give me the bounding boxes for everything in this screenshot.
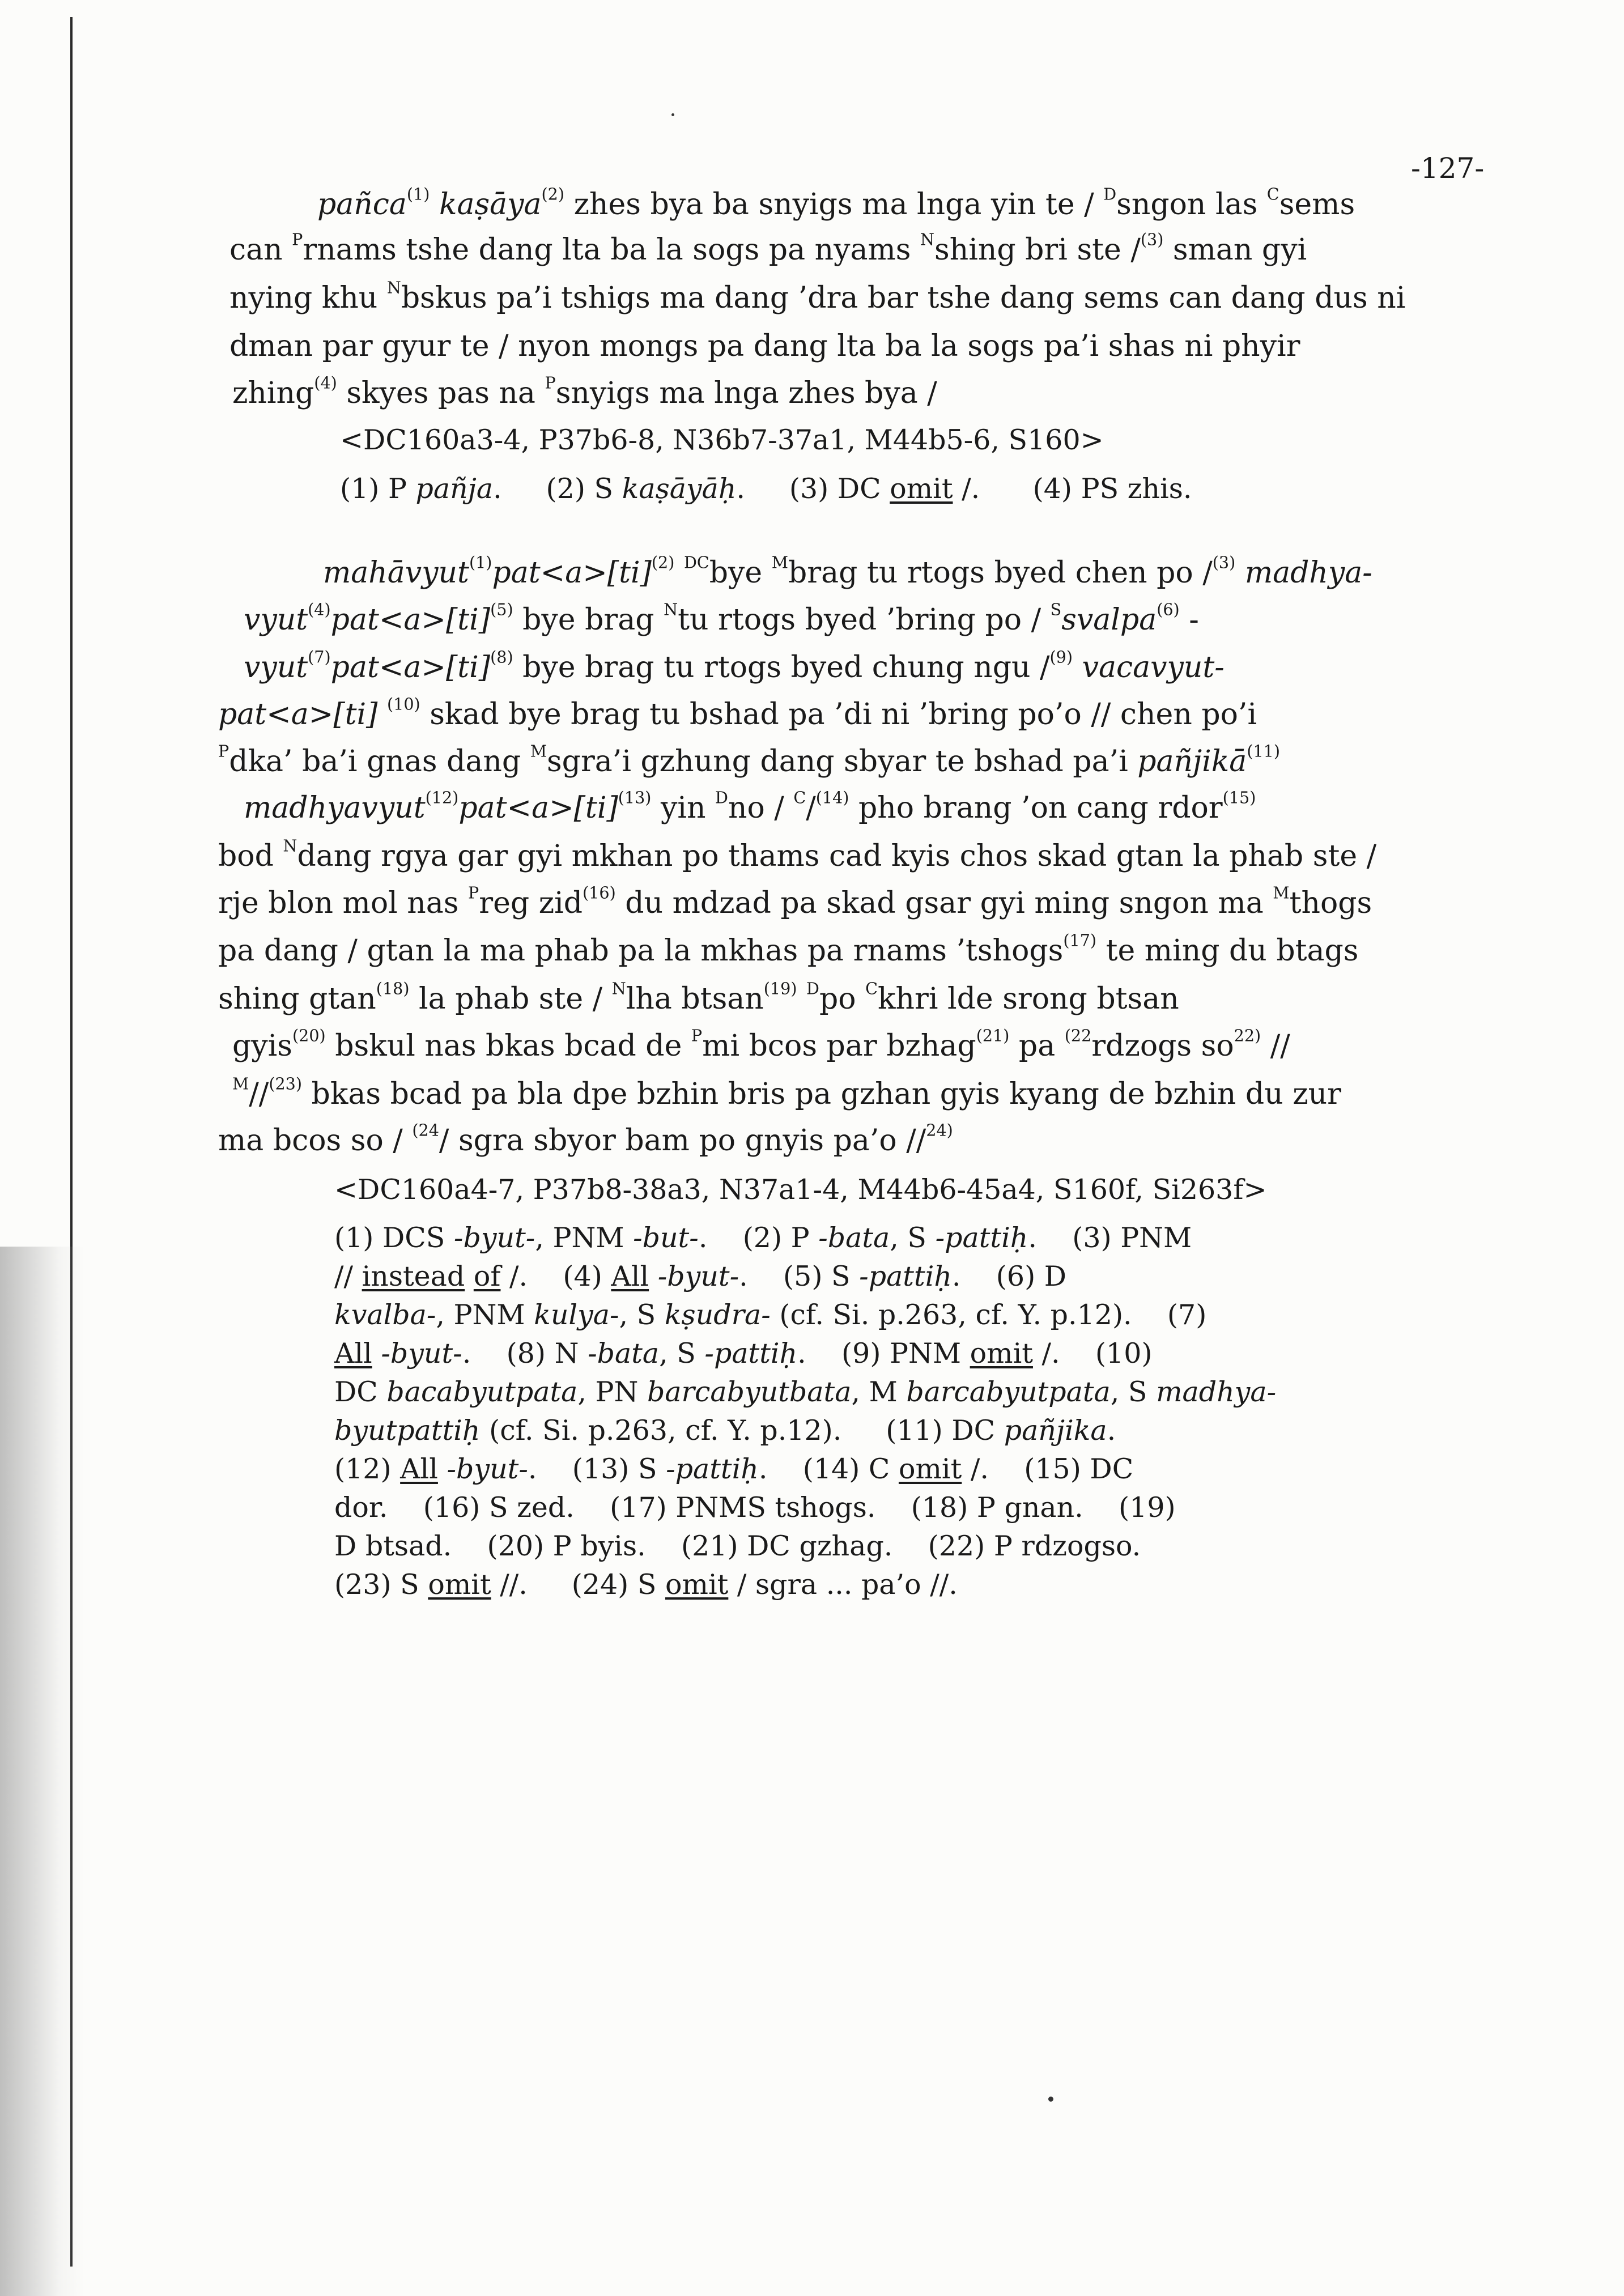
- text-line: pañca$^{(1)}$ kaṣāya$^{(2)}$ zhes bya ba snyigs ma lnga yin te / $^D$sngon las $^C$sems: [317, 184, 1355, 222]
- text-line: bod $^N$dang rgya gar gyi mkhan po thams cad kyis chos skad gtan la phab ste /: [218, 836, 1377, 873]
- footnote-line: (12) All -byut-. (13) S -pattiḥ. (14) C omit /. (15) DC: [334, 1453, 1134, 1485]
- page-number: -127-: [1411, 152, 1485, 185]
- footnote-line: D btsad. (20) P byis. (21) DC gzhag. (22) P rdzogso.: [334, 1530, 1141, 1562]
- text-line: $^M$//$^{(23)}$ bkas bcad pa bla dpe bzhin bris pa gzhan gyis kyang de bzhin du zur: [232, 1074, 1341, 1111]
- footnote-line: // instead of /. (4) All -byut-. (5) S -pattiḥ. (6) D: [334, 1260, 1067, 1292]
- source-references: <DC160a4-7, P37b8-38a3, N37a1-4, M44b6-45a4, S160f, Si263f>: [334, 1173, 1267, 1206]
- footnotes: (1) P pañja. (2) S kaṣāyāḥ. (3) DC omit /. (4) PS zhis.: [340, 473, 1192, 505]
- text-line: vyut$^{(4)}$pat<a>[ti]$^{(5)}$ bye brag $^N$tu rtogs byed ’bring po / $^S$svalpa$^{(6)}$ -: [244, 599, 1199, 637]
- text-line: mahāvyut$^{(1)}$pat<a>[ti]$^{(2)}$ $^{DC}$bye $^M$brag tu rtogs byed chen po /$^{(3)}$ madhya-: [323, 552, 1372, 590]
- footnote-line: DC bacabyutpata, PN barcabyutbata, M barcabyutpata, S madhya-: [334, 1376, 1277, 1408]
- footnote-line: (1) DCS -byut-, PNM -but-. (2) P -bata, S -pattiḥ. (3) PNM: [334, 1222, 1192, 1254]
- text-line: zhing$^{(4)}$ skyes pas na $^P$snyigs ma lnga zhes bya /: [232, 373, 937, 410]
- text-line: nying khu $^N$bskus pa’i tshigs ma dang ’dra bar tshe dang sems can dang dus ni: [229, 278, 1406, 315]
- text-line: dman par gyur te / nyon mongs pa dang lta ba la sogs pa’i shas ni phyir: [229, 329, 1300, 363]
- text-line: ma bcos so / $^{(24}$/ sgra sbyor bam po gnyis pa’o //$^{24)}$: [218, 1120, 953, 1158]
- text-line: madhyavyut$^{(12)}$pat<a>[ti]$^{(13)}$ yin $^D$no / $^C$/$^{(14)}$ pho brang ’on cang rdor$^{(15)}$: [244, 788, 1256, 825]
- footnote-line: (23) S omit //. (24) S omit / sgra ... pa’o //.: [334, 1568, 958, 1601]
- text-line: gyis$^{(20)}$ bskul nas bkas bcad de $^P$mi bcos par bzhag$^{(21)}$ pa $^{(22}$rdzogs $so^{22)}$ //: [232, 1026, 1290, 1063]
- text-line: can $^P$rnams tshe dang lta ba la sogs pa nyams $^N$shing bri ste /$^{(3)}$ sman gyi: [229, 229, 1307, 267]
- text-line: pat<a>[ti] $^{(10)}$ skad bye brag tu bshad pa ’di ni ’bring po’o // chen po’i: [218, 694, 1257, 732]
- text-line: $^P$dka’ ba’i gnas dang $^M$sgra’i gzhung dang sbyar te bshad pa’i pañjikā$^{(11)}$: [218, 741, 1281, 779]
- text-line: vyut$^{(7)}$pat<a>[ti]$^{(8)}$ bye brag tu rtogs byed chung ngu /$^{(9)}$ vacavyut-: [244, 647, 1225, 684]
- text-line: rje blon mol nas $^P$reg zid$^{(16)}$ du mdzad pa skad gsar gyi ming sngon ma $^M$thogs: [218, 883, 1372, 920]
- scan-speck: [671, 113, 674, 116]
- footnote-line: dor. (16) S zed. (17) PNMS tshogs. (18) P gnan. (19): [334, 1491, 1176, 1524]
- scan-shadow: [0, 1247, 85, 2296]
- scan-speck: [1048, 2097, 1053, 2102]
- text-line: pa dang / gtan la ma phab pa la mkhas pa rnams ’tshogs$^{(17)}$ te ming du btags: [218, 930, 1359, 968]
- text-line: shing gtan$^{(18)}$ la phab ste / $^N$lha btsan$^{(19)}$ $^D$po $^C$khri lde srong btsan: [218, 979, 1179, 1016]
- footnote-line: kvalba-, PNM kulya-, S kṣudra- (cf. Si. p.263, cf. Y. p.12). (7): [334, 1299, 1207, 1331]
- source-references: <DC160a3-4, P37b6-8, N36b7-37a1, M44b5-6, S160>: [340, 424, 1104, 456]
- footnote-line: All -byut-. (8) N -bata, S -pattiḥ. (9) PNM omit /. (10): [334, 1337, 1153, 1370]
- footnote-line: byutpattiḥ (cf. Si. p.263, cf. Y. p.12). (11) DC pañjika.: [334, 1414, 1116, 1447]
